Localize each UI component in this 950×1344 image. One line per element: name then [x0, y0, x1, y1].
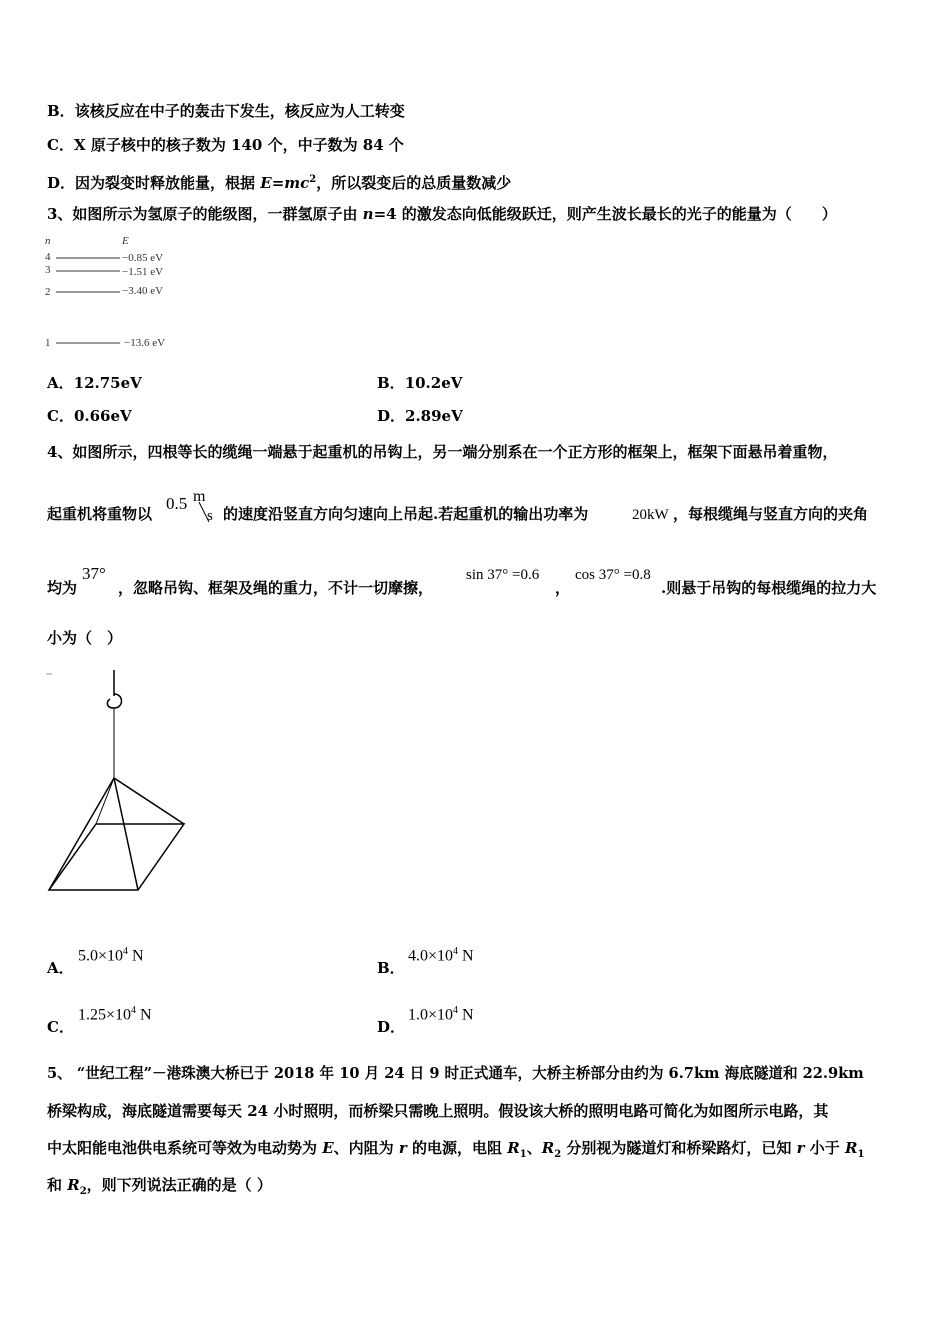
speed-unit-bottom: s: [207, 508, 213, 524]
level-3-n: 3: [45, 264, 51, 276]
cable-3: [114, 778, 184, 824]
level-2-n: 2: [45, 286, 51, 298]
q4-stem-line3-mid: ，忽略吊钩、框架及绳的重力，不计一切摩擦，: [118, 579, 434, 597]
level-1-n: 1: [45, 337, 51, 349]
q3-option-a: A．12.75eV: [47, 374, 142, 392]
level-2-energy: −3.40 eV: [122, 285, 164, 297]
q3-option-c: C．0.66eV: [47, 407, 132, 425]
q4-option-c-value: $1.25\times 10^4$ N: [78, 1005, 152, 1024]
level-4-energy: −0.85 eV: [122, 252, 164, 264]
q4-option-d-value: $1.0\times 10^4$ N: [408, 1005, 474, 1024]
cable-1: [49, 778, 114, 890]
q5-stem-line4: 和 $R_2$，则下列说法正确的是（ ）: [47, 1176, 272, 1197]
q4-stem-line3-start: 均为: [47, 579, 78, 597]
angle-value: 37°: [82, 564, 106, 583]
speed-unit-top: m: [193, 488, 206, 505]
q5-stem-line1: 5、 “世纪工程”－港珠澳大桥已于 2018 年 10 月 24 日 9 时正式通车，大桥主桥部分由约为 6.7km 海底隧道和 22.9km: [47, 1065, 864, 1082]
q2-option-d: D．因为裂变时释放能量，根据 $E=mc^2$，所以裂变后的总质量数减少: [47, 174, 512, 192]
n-header: n: [45, 235, 51, 247]
q3-option-d: D．2.89eV: [377, 407, 463, 425]
q4-option-a-value: $5.0\times 10^4$ N: [78, 946, 144, 965]
energy-level-diagram: [42, 232, 192, 354]
sin-value: sin 37° =0.6: [466, 567, 540, 583]
q4-comma: ，: [555, 579, 571, 597]
q4-option-b-label: B．: [377, 959, 405, 977]
q4-stem-line4: 小为（ ）: [47, 629, 123, 647]
q4-option-a-label: A．: [47, 959, 74, 977]
q4-option-b-value: $4.0\times 10^4$ N: [408, 946, 474, 965]
q4-stem-line2-end: ，每根缆绳与竖直方向的夹角: [673, 505, 869, 523]
power-value: 20kW: [632, 507, 669, 523]
crane-pyramid-figure: [44, 668, 194, 900]
q4-option-c-label: C．: [47, 1018, 74, 1036]
q4-option-d-label: D．: [377, 1018, 406, 1036]
level-4-n: 4: [45, 251, 51, 263]
square-frame: [49, 824, 184, 890]
cable-4: [96, 778, 114, 824]
level-3-energy: −1.51 eV: [122, 266, 164, 278]
q2-option-b: B．该核反应在中子的轰击下发生，核反应为人工转变: [47, 102, 405, 120]
q4-stem-line2: 起重机将重物以: [47, 505, 153, 523]
q3-option-b: B．10.2eV: [377, 374, 463, 392]
q2-option-c: C．X 原子核中的核子数为 140 个，中子数为 84 个: [47, 136, 404, 154]
hook: [107, 694, 121, 708]
q5-stem-line3: 中太阳能电池供电系统可等效为电动势为 E、内阻为 r 的电源，电阻 $R_1$、$R_2$ 分别视为隧道灯和桥梁路灯，已知 r 小于 $R_1$: [47, 1139, 865, 1160]
q5-stem-line2: 桥梁构成，海底隧道需要每天 24 小时照明，而桥梁只需晚上照明。假设该大桥的照明电路可简化为如图所示电路，其: [47, 1102, 829, 1120]
cable-2: [114, 778, 138, 890]
q3-stem: 3、如图所示为氢原子的能级图，一群氢原子由 n=4 的激发态向低能级跃迁，则产生波长最长的光子的能量为（ ）: [47, 205, 837, 223]
e-header: E: [122, 235, 129, 247]
q4-stem-line1: 4、如图所示，四根等长的缆绳一端悬于起重机的吊钩上，另一端分别系在一个正方形的框架上，框架下面悬吊着重物，: [47, 443, 838, 461]
level-1-energy: −13.6 eV: [124, 337, 166, 349]
q4-stem-line2-mid: 的速度沿竖直方向匀速向上吊起.若起重机的输出功率为: [223, 505, 589, 523]
q4-stem-line3-end: .则悬于吊钩的每根缆绳的拉力大: [661, 579, 877, 597]
cos-value: cos 37° =0.8: [575, 567, 651, 583]
speed-value: 0.5: [166, 494, 188, 513]
